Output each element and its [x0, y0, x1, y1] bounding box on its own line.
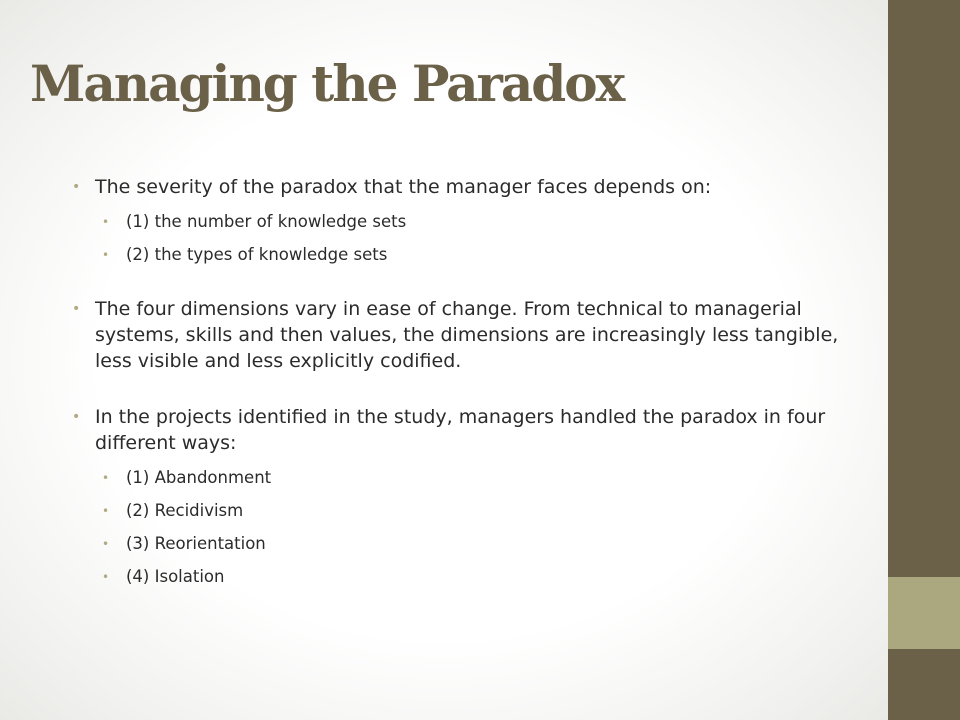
sub-bullet-text: (2) the types of knowledge sets: [126, 245, 388, 264]
sub-bullet-text: (3) Reorientation: [126, 534, 266, 553]
sub-bullet-reorientation: [72, 533, 862, 555]
decorative-sidebar: [888, 0, 960, 720]
slide-title: Managing the Paradox: [30, 54, 624, 113]
sub-bullet-text: (2) Recidivism: [126, 501, 244, 520]
sub-bullet-marker: •: [102, 504, 110, 518]
bullet-text: In the projects identified in the study, managers handled the paradox in four different ways:: [95, 406, 826, 454]
sidebar-bottom-block: [888, 649, 960, 720]
sidebar-top-block: [888, 0, 960, 577]
bullet-projects: [72, 404, 862, 456]
sub-bullet-text: (1) the number of knowledge sets: [126, 212, 407, 231]
bullet-marker: •: [72, 179, 81, 195]
sub-bullet-marker: •: [102, 215, 110, 229]
sidebar-accent-block: [888, 577, 960, 649]
bullet-text: The four dimensions vary in ease of change. From technical to managerial systems, skills and then values, the dimensions are increasingly less tangible, less visible and less explicitly codified.: [95, 298, 839, 372]
sub-bullet-text: (4) Isolation: [126, 567, 225, 586]
sub-bullet-text: (1) Abandonment: [126, 468, 272, 487]
sub-bullet-abandonment: [72, 467, 862, 489]
bullet-marker: •: [72, 409, 81, 425]
bullet-text: The severity of the paradox that the manager faces depends on:: [95, 176, 712, 198]
bullet-four-dimensions: [72, 296, 862, 374]
slide-content: [72, 174, 862, 588]
sub-bullet-isolation: [72, 566, 862, 588]
sub-bullet-recidivism: [72, 500, 862, 522]
sub-bullet-number-of-sets: [72, 211, 862, 233]
sub-bullet-marker: •: [102, 248, 110, 262]
bullet-severity: [72, 174, 862, 200]
sub-bullet-marker: •: [102, 570, 110, 584]
bullet-marker: •: [72, 301, 81, 317]
sub-bullet-marker: •: [102, 471, 110, 485]
sub-bullet-marker: •: [102, 537, 110, 551]
sub-bullet-types-of-sets: [72, 244, 862, 266]
